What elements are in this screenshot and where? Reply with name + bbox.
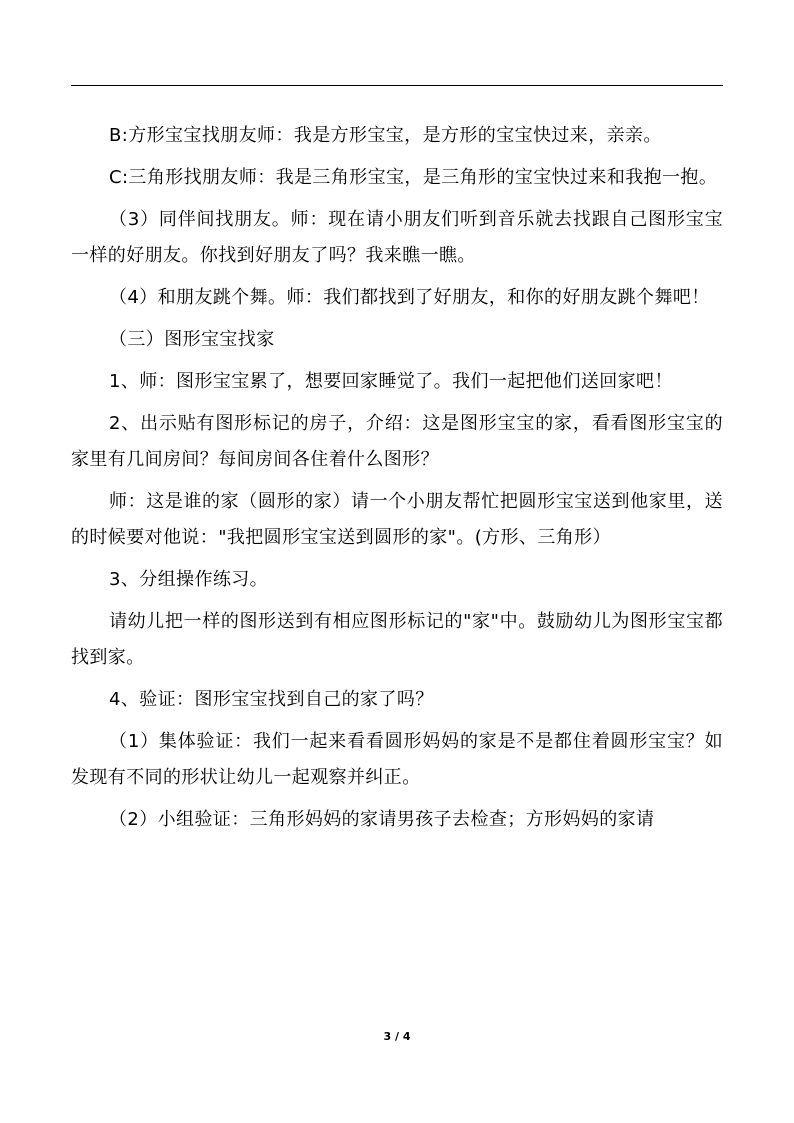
paragraph: 请幼儿把一样的图形送到有相应图形标记的"家"中。鼓励幼儿为图形宝宝都找到家。 [71,611,723,668]
paragraph: 3、分组操作练习。 [109,569,269,590]
paragraph: 2、出示贴有图形标记的房子，介绍：这是图形宝宝的家，看看图形宝宝的家里有几间房间？每间房间各住着什么图形？ [71,413,723,470]
paragraph: （2）小组验证：三角形妈妈的家请男孩子去检查；方形妈妈的家请 [109,809,655,830]
paragraph: 1、师：图形宝宝累了，想要回家睡觉了。我们一起把他们送回家吧！ [109,371,673,392]
document-body [71,118,723,844]
paragraph: （4）和朋友跳个舞。师：我们都找到了好朋友，和你的好朋友跳个舞吧！ [109,287,710,308]
paragraph: B:方形宝宝找朋友师：我是方形宝宝，是方形的宝宝快过来，亲亲。 [109,125,662,146]
header-rule [71,85,723,86]
paragraph: 师：这是谁的家（圆形的家）请一个小朋友帮忙把圆形宝宝送到他家里，送的时候要对他说："我把圆形宝宝送到圆形的家"。(方形、三角形） [71,491,723,548]
paragraph: C:三角形找朋友师：我是三角形宝宝，是三角形的宝宝快过来和我抱一抱。 [109,167,718,188]
paragraph: （3）同伴间找朋友。师：现在请小朋友们听到音乐就去找跟自己图形宝宝一样的好朋友。你找到好朋友了吗？我来瞧一瞧。 [71,209,723,266]
paragraph: （1）集体验证：我们一起来看看圆形妈妈的家是不是都住着圆形宝宝？如发现有不同的形状让幼儿一起观察并纠正。 [71,731,723,788]
section-heading: （三）图形宝宝找家 [109,329,275,350]
paragraph: 4、验证：图形宝宝找到自己的家了吗？ [109,689,434,710]
page-number: 3 / 4 [383,1030,411,1043]
